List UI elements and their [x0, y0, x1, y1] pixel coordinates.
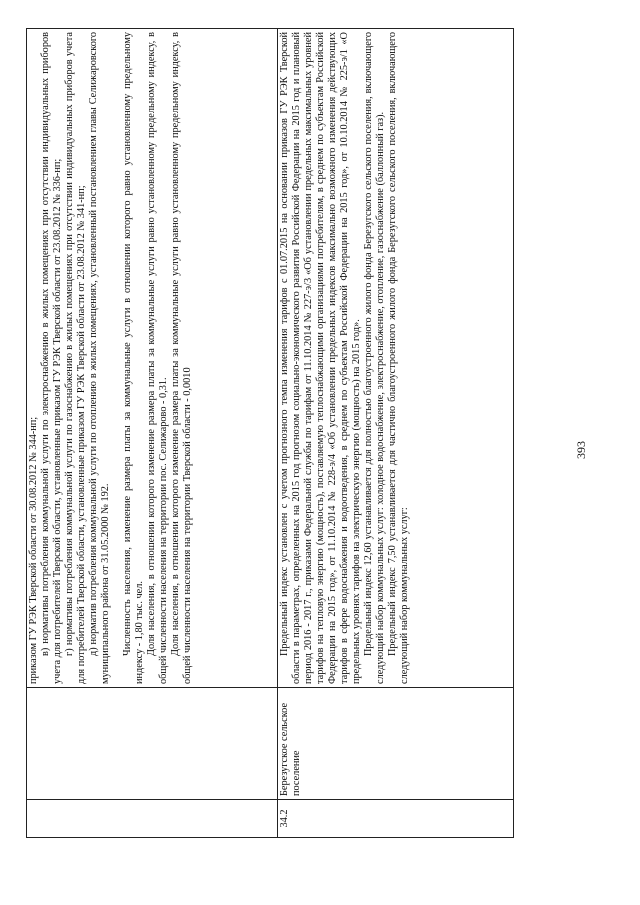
- paragraph: Предельный индекс 7,50 устанавливается для частично благоустроенного жилого фонда Березугского сельского поселения, включающего следующий набор коммунальных услуг:: [387, 32, 410, 684]
- paragraph-gap: [112, 32, 122, 684]
- paragraph: Доля населения, в отношении которого изменение размера платы за коммунальные услуги равно установленному предельному индексу, в общей численности населения на территории Тверской области - 0,0010: [170, 32, 193, 684]
- description-cell: [278, 29, 514, 688]
- table-row: [278, 29, 514, 838]
- paragraph: Предельный индекс 12,60 устанавливается для полностью благоустроенного жилого фонда Березугского сельского поселения, включающего следующий набор коммунальных услуг: холодное водоснабжение, электроснабжение, отопление, газоснабжение (баллонный газ).: [363, 32, 386, 684]
- tariff-table: [26, 28, 514, 838]
- paragraph: приказом ГУ РЭК Тверской области от 30.08.2012 № 344-нп;: [28, 416, 39, 684]
- settlement-name-cell: [27, 688, 278, 800]
- row-number-cell: 34.2: [278, 800, 514, 838]
- row-number-cell: [27, 800, 278, 838]
- description-cell: [27, 29, 278, 688]
- paragraph-container: [279, 32, 411, 684]
- settlement-name-cell: Березугское сельское поселение: [278, 688, 514, 800]
- table-row: [27, 29, 278, 838]
- paragraph: Предельный индекс установлен с учетом прогнозного темпа изменения тарифов с 01.07.2015 на основании приказов ГУ РЭК Тверской области в параметрах, определенных на 2015 год прогнозом социально-экономического развития Российской Федерации на 2015 год и плановый период 2016 - 2017 г., приказами Федеральной службы по тарифам от 11.10.2014 № 227-э/3 «Об установлении предельных максимальных уровней тарифов на тепловую энергию (мощность), поставляемую теплоснабжающими организациями потребителям, в среднем по субъектам Российской Федерации на 2015 год», от 11.10.2014 № 228-э/4 «Об установлении предельных индексов максимально возможного изменения действующих тарифов в сфере водоснабжения и водоотведения, в среднем по субъектам Российской Федерации на 2015 год», от 10.10.2014 № 225-э/1 «О предельных уровнях тарифов на электрическую энергию (мощность) на 2015 год».: [279, 32, 362, 684]
- paragraph-container: [28, 32, 194, 684]
- page-number: 393: [574, 441, 588, 459]
- paragraph: Доля населения, в отношении которого изменение размера платы за коммунальные услуги равно установленному предельному индексу, в общей численности населения на территории пос. Селижарово - 0,31.: [146, 32, 169, 684]
- paragraph: Численность населения, изменение размера платы за коммунальные услуги в отношении которого равно установленному предельному индексу - 1,80 тыс. чел.: [122, 32, 145, 684]
- rotated-page-content: [26, 28, 514, 838]
- paragraph: г) нормативы потребления коммунальной услуги по газоснабжению в жилых помещениях при отсутствии индивидуальных приборов учета для потребителей Тверской области, установленные приказом ГУ РЭК Тверской области от 23.08.2012 № 341-нп;: [64, 32, 87, 684]
- paragraph: в) нормативы потребления коммунальной услуги по электроснабжению в жилых помещениях при отсутствии индивидуальных приборов учета для потребителей Тверской области, установленные приказом ГУ РЭК Тверской области от 23.08.2012 № 336-нп;: [40, 32, 63, 684]
- paragraph: д) норматив потребления коммунальной услуги по отоплению в жилых помещениях, установленный постановлением главы Селижаровского муниципального района от 31.05.2000 № 192.: [88, 32, 111, 684]
